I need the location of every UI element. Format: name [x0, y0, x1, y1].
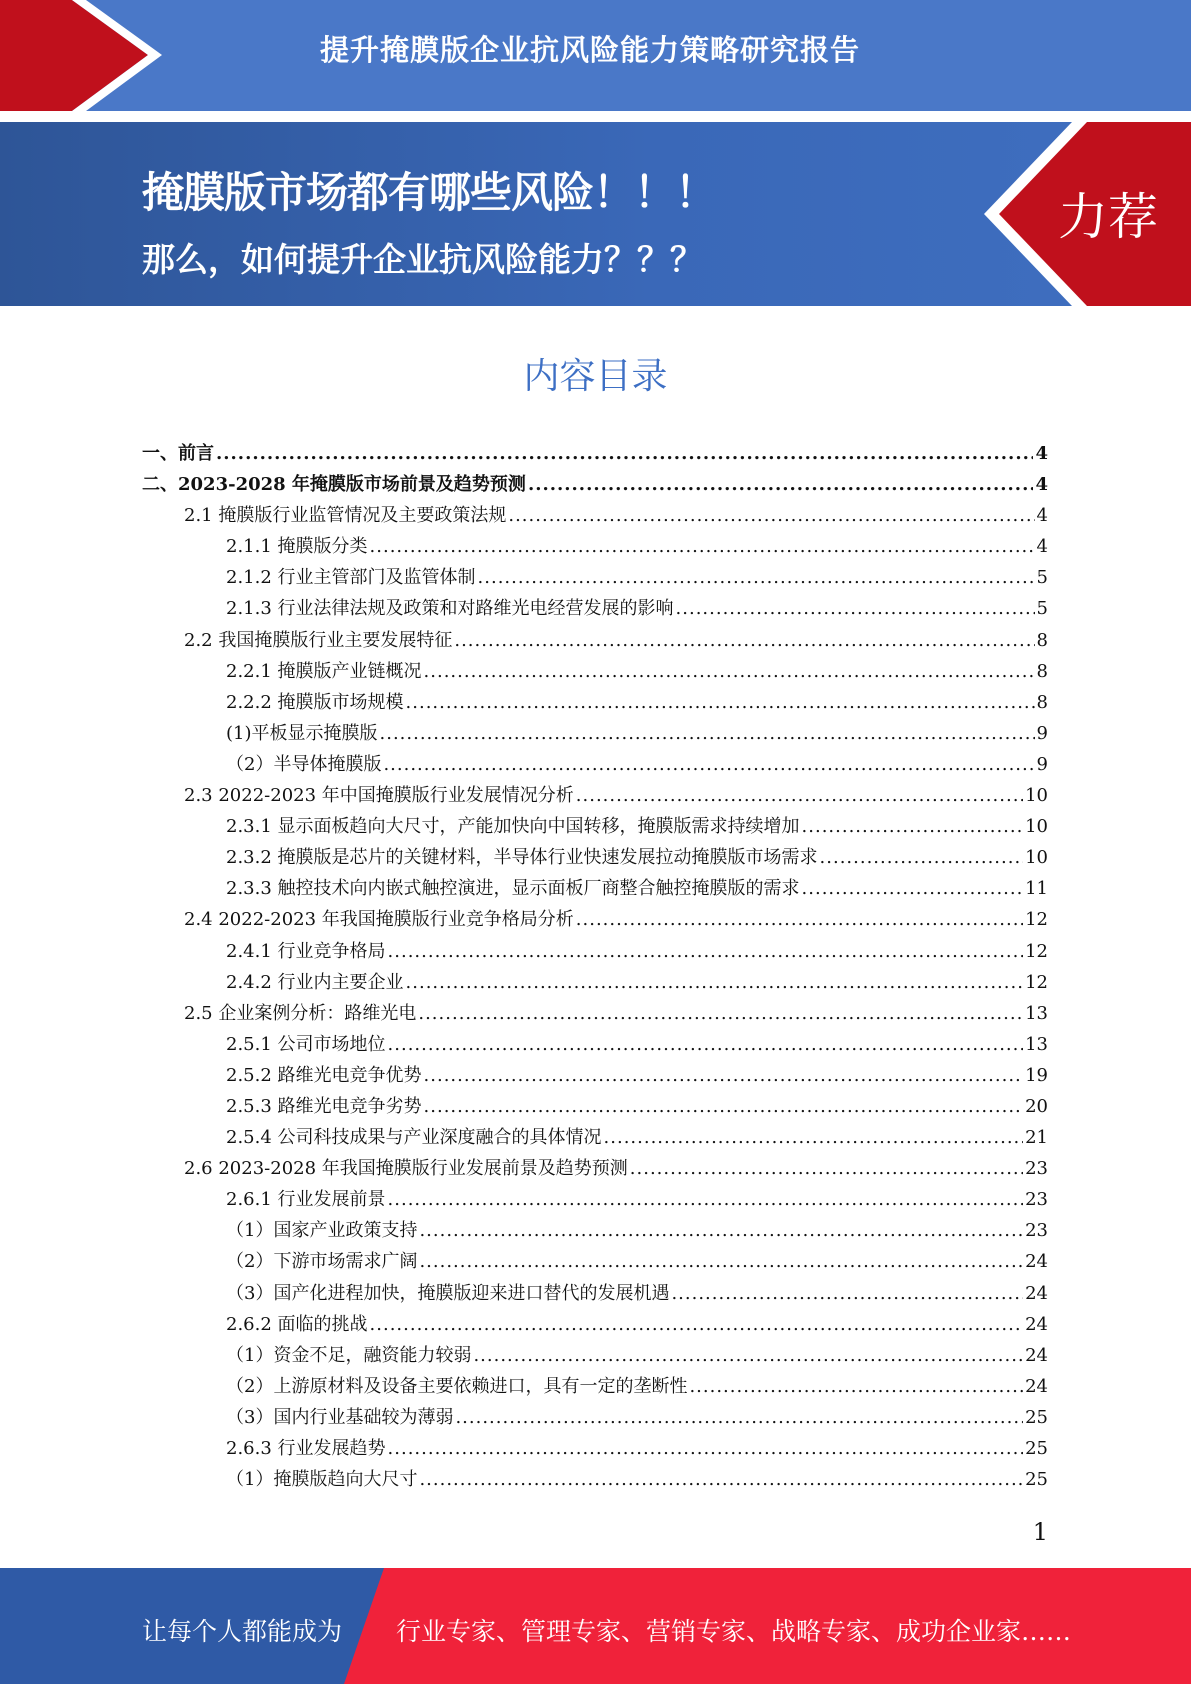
toc-entry-title: 2.5.3 路维光电竞争劣势	[226, 1095, 422, 1117]
toc-entry-page: 5	[1036, 567, 1048, 589]
toc-entry-page: 19	[1025, 1064, 1048, 1086]
toc-entry-title: 2.2.1 掩膜版产业链概况	[226, 660, 422, 682]
toc-entry[interactable]	[142, 656, 1048, 687]
toc-entry-title: （2）半导体掩膜版	[226, 753, 382, 775]
top-banner	[0, 0, 1191, 111]
toc-dot-leader	[388, 936, 1024, 967]
toc-dot-leader	[508, 500, 1034, 531]
toc-entry-title: 2.1.3 行业法律法规及政策和对路维光电经营发展的影响	[226, 598, 674, 620]
toc-entry-page: 13	[1025, 1033, 1048, 1055]
toc-entry-title: （1）掩膜版趋向大尺寸	[226, 1469, 418, 1491]
toc-entry-page: 20	[1025, 1095, 1048, 1117]
toc-entry-page: 24	[1025, 1251, 1048, 1273]
toc-dot-leader	[388, 1184, 1024, 1215]
toc-entry[interactable]	[142, 625, 1048, 656]
toc-entry[interactable]	[142, 998, 1048, 1029]
toc-dot-leader	[604, 1122, 1024, 1153]
toc-entry-page: 8	[1036, 660, 1048, 682]
toc-entry[interactable]	[142, 1433, 1048, 1464]
toc-entry[interactable]	[142, 1340, 1048, 1371]
toc-dot-leader	[370, 531, 1035, 562]
report-title: 提升掩膜版企业抗风险能力策略研究报告	[320, 33, 861, 67]
toc-dot-leader	[802, 811, 1024, 842]
toc-entry-page: 24	[1025, 1375, 1048, 1397]
toc-entry[interactable]	[142, 687, 1048, 718]
toc-dot-leader	[630, 1153, 1023, 1184]
toc-entry-title: 2.3.3 触控技术向内嵌式触控演进，显示面板厂商整合触控掩膜版的需求	[226, 878, 800, 900]
page-number: 1	[1032, 1518, 1048, 1546]
toc-dot-leader	[419, 1246, 1023, 1277]
toc-entry-page: 12	[1025, 940, 1048, 962]
toc-dot-leader	[370, 1309, 1024, 1340]
toc-entry-page: 4	[1036, 505, 1048, 527]
toc-entry-page: 9	[1036, 753, 1048, 775]
recommend-badge: 力荐	[1058, 188, 1158, 246]
toc-entry[interactable]	[142, 531, 1048, 562]
toc-entry-title: 2.4 2022-2023 年我国掩膜版行业竞争格局分析	[184, 909, 574, 931]
toc-entry[interactable]	[142, 718, 1048, 749]
toc-entry[interactable]	[142, 1060, 1048, 1091]
toc-entry-title: 2.1 掩膜版行业监管情况及主要政策法规	[184, 505, 507, 527]
toc-entry-title: 2.3.2 掩膜版是芯片的关键材料，半导体行业快速发展拉动掩膜版市场需求	[226, 847, 818, 869]
toc-entry[interactable]	[142, 967, 1048, 998]
toc-dot-leader	[406, 687, 1035, 718]
toc-entry-page: 23	[1025, 1158, 1048, 1180]
toc-entry-page: 4	[1035, 474, 1048, 496]
toc-dot-leader	[424, 656, 1035, 687]
toc-entry[interactable]	[142, 873, 1048, 904]
toc-entry-title: 2.6.3 行业发展趋势	[226, 1438, 386, 1459]
toc-entry[interactable]	[142, 1153, 1048, 1184]
toc-entry[interactable]	[142, 780, 1048, 811]
toc-entry[interactable]	[142, 842, 1048, 873]
toc-entry-page: 4	[1036, 536, 1048, 558]
toc-dot-leader	[576, 904, 1023, 935]
toc-dot-leader	[455, 1402, 1023, 1433]
toc-dot-leader	[454, 625, 1034, 656]
toc-entry-page: 4	[1035, 443, 1048, 464]
toc-entry-page: 24	[1025, 1344, 1048, 1366]
toc-entry-page: 12	[1025, 909, 1048, 931]
toc-entry-title: （3）国产化进程加快，掩膜版迎来进口替代的发展机遇	[226, 1282, 670, 1304]
toc-dot-leader	[671, 1278, 1023, 1309]
toc-dot-leader	[216, 438, 1033, 469]
toc-entry-page: 11	[1025, 878, 1048, 900]
toc-entry[interactable]	[142, 811, 1048, 842]
toc-entry-title: 2.6.1 行业发展前景	[226, 1189, 386, 1211]
table-of-contents	[142, 438, 1048, 1495]
toc-entry-page: 10	[1025, 847, 1048, 869]
toc-entry[interactable]	[142, 500, 1048, 531]
toc-entry-title: 2.5.2 路维光电竞争优势	[226, 1064, 422, 1086]
toc-entry-page: 10	[1025, 816, 1048, 838]
toc-entry[interactable]	[142, 1029, 1048, 1060]
toc-entry[interactable]	[142, 1091, 1048, 1122]
toc-entry-title: (1)平板显示掩膜版	[226, 722, 378, 744]
toc-dot-leader	[802, 873, 1024, 904]
toc-entry-page: 25	[1025, 1469, 1048, 1491]
toc-dot-leader	[576, 780, 1023, 811]
toc-entry-page: 21	[1025, 1127, 1048, 1149]
toc-dot-leader	[473, 1340, 1023, 1371]
toc-dot-leader	[388, 1433, 1024, 1464]
toc-entry-title: 2.6 2023-2028 年我国掩膜版行业发展前景及趋势预测	[184, 1158, 628, 1180]
toc-entry[interactable]	[142, 936, 1048, 967]
toc-entry-title: 2.3 2022-2023 年中国掩膜版行业发展情况分析	[184, 785, 574, 807]
footer-slogan-left: 让每个人都能成为	[142, 1617, 343, 1646]
toc-dot-leader	[528, 469, 1034, 500]
toc-entry[interactable]	[142, 593, 1048, 624]
toc-entry-page: 9	[1036, 722, 1048, 744]
toc-entry-page: 5	[1036, 598, 1048, 620]
toc-dot-leader	[418, 998, 1023, 1029]
toc-entry-title: 2.3.1 显示面板趋向大尺寸，产能加快向中国转移，掩膜版需求持续增加	[226, 816, 800, 838]
toc-entry-title: 2.2 我国掩膜版行业主要发展特征	[184, 629, 453, 651]
toc-entry[interactable]	[142, 1371, 1048, 1402]
toc-entry-title: （1）国家产业政策支持	[226, 1220, 418, 1242]
toc-heading: 内容目录	[523, 356, 668, 397]
toc-entry-title: 一、前言	[142, 443, 214, 464]
toc-entry-title: 2.5 企业案例分析：路维光电	[184, 1002, 417, 1024]
toc-entry[interactable]	[142, 1122, 1048, 1153]
toc-entry[interactable]	[142, 1464, 1048, 1495]
toc-entry-title: 2.2.2 掩膜版市场规模	[226, 691, 404, 713]
toc-entry-title: 2.4.1 行业竞争格局	[226, 940, 386, 962]
toc-entry-title: 2.6.2 面临的挑战	[226, 1313, 368, 1335]
toc-entry[interactable]	[142, 1246, 1048, 1277]
toc-entry-page: 8	[1036, 691, 1048, 713]
toc-entry-page: 25	[1025, 1438, 1048, 1459]
toc-entry[interactable]	[142, 469, 1048, 500]
toc-entry-title: （2）上游原材料及设备主要依赖进口，具有一定的垄断性	[226, 1375, 688, 1397]
toc-dot-leader	[406, 967, 1024, 998]
hero-subheadline: 那么，如何提升企业抗风险能力？？？	[142, 240, 703, 279]
toc-entry-title: 2.5.1 公司市场地位	[226, 1033, 386, 1055]
toc-dot-leader	[478, 562, 1035, 593]
toc-dot-leader	[689, 1371, 1023, 1402]
toc-entry-title: （2）下游市场需求广阔	[226, 1251, 418, 1273]
toc-entry-title: （3）国内行业基础较为薄弱	[226, 1406, 454, 1428]
toc-entry[interactable]	[142, 904, 1048, 935]
footer-banner	[0, 1568, 1191, 1684]
toc-entry-page: 12	[1025, 971, 1048, 993]
toc-dot-leader	[676, 593, 1035, 624]
toc-entry-page: 10	[1025, 785, 1048, 807]
toc-entry-title: （1）资金不足，融资能力较弱	[226, 1344, 472, 1366]
hero-banner	[0, 122, 1191, 306]
toc-entry[interactable]	[142, 1278, 1048, 1309]
toc-entry[interactable]	[142, 562, 1048, 593]
toc-entry-page: 25	[1025, 1406, 1048, 1428]
toc-entry[interactable]	[142, 1309, 1048, 1340]
toc-dot-leader	[424, 1060, 1024, 1091]
toc-entry-title: 2.1.2 行业主管部门及监管体制	[226, 567, 476, 589]
toc-dot-leader	[419, 1464, 1023, 1495]
toc-entry-page: 24	[1025, 1282, 1048, 1304]
hero-headline: 掩膜版市场都有哪些风险！！！	[142, 168, 717, 217]
toc-entry-title: 2.1.1 掩膜版分类	[226, 536, 368, 558]
toc-entry-page: 8	[1036, 629, 1048, 651]
toc-dot-leader	[388, 1029, 1024, 1060]
toc-entry[interactable]	[142, 749, 1048, 780]
toc-entry-title: 2.4.2 行业内主要企业	[226, 971, 404, 993]
toc-dot-leader	[424, 1091, 1024, 1122]
toc-entry-page: 13	[1025, 1002, 1048, 1024]
toc-entry-page: 23	[1025, 1189, 1048, 1211]
toc-entry[interactable]	[142, 438, 1048, 469]
toc-entry-page: 23	[1025, 1220, 1048, 1242]
toc-dot-leader	[820, 842, 1024, 873]
toc-dot-leader	[419, 1215, 1023, 1246]
toc-entry-title: 二、2023-2028 年掩膜版市场前景及趋势预测	[142, 474, 526, 496]
toc-entry[interactable]	[142, 1402, 1048, 1433]
toc-entry[interactable]	[142, 1184, 1048, 1215]
toc-entry-title: 2.5.4 公司科技成果与产业深度融合的具体情况	[226, 1127, 602, 1149]
footer-slogan-right: 行业专家、管理专家、营销专家、战略专家、成功企业家……	[396, 1617, 1072, 1646]
toc-entry[interactable]	[142, 1215, 1048, 1246]
toc-dot-leader	[383, 749, 1034, 780]
toc-entry-page: 24	[1025, 1313, 1048, 1335]
toc-dot-leader	[380, 718, 1035, 749]
